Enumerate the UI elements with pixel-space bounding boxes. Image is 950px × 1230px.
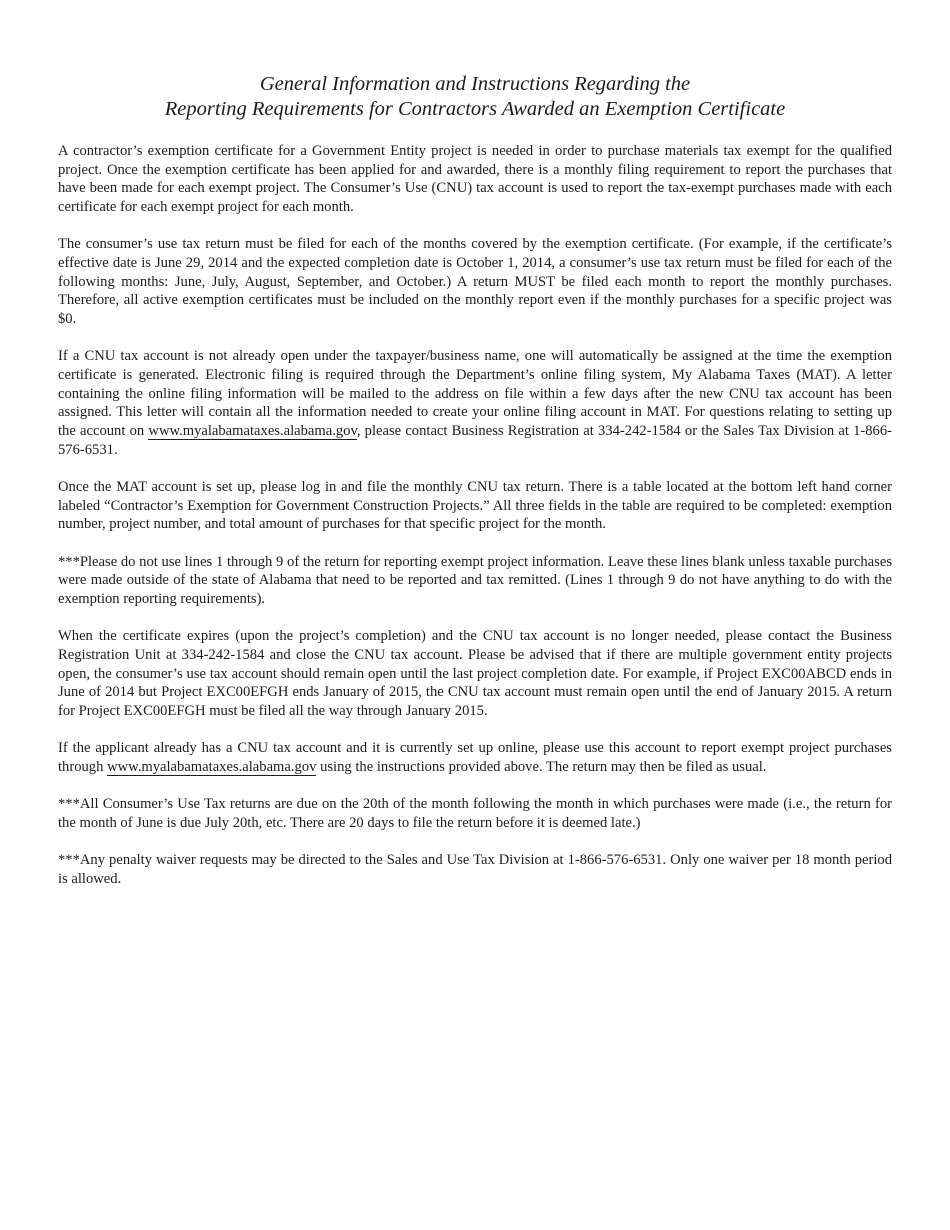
paragraph-cnu-account-setup (58, 347, 892, 459)
document-title (58, 72, 892, 122)
paragraph-text: If a CNU tax account is not already open under the taxpayer/business name, one will automatically be assigned at the time the exemption certificate is generated. Electronic filing is required through the Department’s online filing system, My Alabama Taxes (MAT). A letter containing the online filing information will be mailed to the address on file within a few days after the new CNU tax account has been assigned. This letter will contain all the information needed to create your online filing account in MAT. For questions relating to setting up the account on (58, 348, 892, 440)
paragraph-monthly-return: The consumer’s use tax return must be filed for each of the months covered by the exemption certificate. (For example, if the certificate’s effective date is June 29, 2014 and the expected completion date is October 1, 2014, a consumer’s use tax return must be filed for each of the following months: June, July, August, September, and October.) A return MUST be filed each month to report the monthly purchases. Therefore, all active exemption certificates must be included on the monthly report even if the monthly purchases for a specific project was $0. (58, 236, 892, 328)
mat-website-link[interactable]: www.myalabamataxes.alabama.gov (107, 758, 317, 775)
paragraph-text: If the applicant already has a CNU tax account and it is currently set up online, please use this account to report exempt project purchases through (58, 740, 892, 775)
paragraph-text: , please contact Business Registration at 334-242-1584 or the Sales Tax Division at 1-866-576-6531. (58, 423, 893, 458)
paragraph-exemption-certificate: A contractor’s exemption certificate for a Government Entity project is needed in order to purchase materials tax exempt for the qualified project. Once the exemption certificate has been applied for and awarded, there is a monthly filing requirement to report the purchases that have been made for each exempt project. The Consumer’s Use (CNU) tax account is used to report the tax-exempt purchases made with each certificate for each exempt project for each month. (58, 143, 892, 216)
paragraph-mat-filing: Once the MAT account is set up, please log in and file the monthly CNU tax return. There is a table located at the bottom left hand corner labeled “Contractor’s Exemption for Government Construction Projects.” All three fields in the table are required to be completed: exemption number, project number, and total amount of purchases for that specific project for the month. (58, 479, 892, 533)
document-page (58, 72, 892, 907)
title-line-2: Reporting Requirements for Contractors Awarded an Exemption Certificate (164, 98, 786, 120)
title-line-1: General Information and Instructions Regarding the (259, 73, 691, 95)
paragraph-text: using the instructions provided above. The return may then be filed as usual. (316, 758, 767, 775)
paragraph-due-date-note: ***All Consumer’s Use Tax returns are due on the 20th of the month following the month in which purchases were made (i.e., the return for the month of June is due July 20th, etc. There are 20 days to file the return before it is deemed late.) (58, 796, 892, 831)
paragraph-lines-1-9-note: ***Please do not use lines 1 through 9 of the return for reporting exempt project information. Leave these lines blank unless taxable purchases were made outside of the state of Alabama that need to be reported and tax remitted. (Lines 1 through 9 do not have anything to do with the exemption reporting requirements). (58, 553, 892, 608)
paragraph-penalty-waiver-note: ***Any penalty waiver requests may be directed to the Sales and Use Tax Division at 1-866-576-6531. Only one waiver per 18 month period is allowed. (58, 852, 892, 887)
paragraph-existing-account (58, 739, 892, 776)
mat-website-link[interactable]: www.myalabamataxes.alabama.gov (148, 423, 357, 440)
paragraph-certificate-expiry: When the certificate expires (upon the project’s completion) and the CNU tax account is no longer needed, please contact the Business Registration Unit at 334-242-1584 and close the CNU tax account. Please be advised that if there are multiple government entity projects open, the consumer’s use tax account should remain open until the last project completion date. For example, if Project EXC00ABCD ends in June of 2014 but Project EXC00EFGH ends January of 2015, the CNU tax account must remain open until the end of January 2015. A return for Project EXC00EFGH must be filed all the way through January 2015. (58, 628, 892, 720)
